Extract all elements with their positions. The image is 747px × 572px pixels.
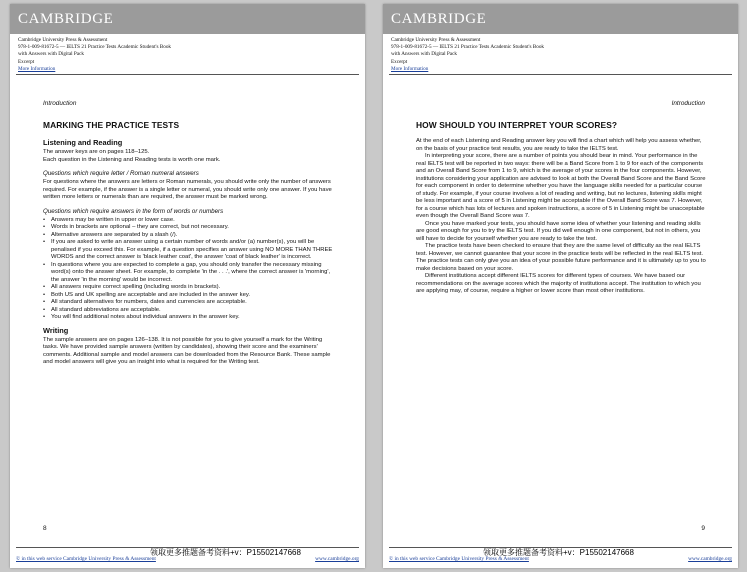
letter-answers-heading: Questions which require letter / Roman numeral answers [43,170,199,177]
writing-text: The sample answers are on pages 126–138. It is not possible for you to give yourself a mark for the Writing tasks. We have provided sample answers (written by candidates), showing their score and the examiners' comments. Additional sample and model answers can be downloaded from the Resource Bank. These sample and model answers will give you an insight into what is required for the Writing test. [43,336,331,365]
section-title: MARKING THE PRACTICE TESTS [43,120,180,130]
running-head: Introduction [43,100,77,107]
list-item: • All standard alternatives for numbers, dates and currencies are acceptable. [51,299,333,307]
header-divider [16,74,359,75]
publisher-name: Cambridge University Press & Assessment [391,37,481,43]
word-answers-heading: Questions which require answers in the form of words or numbers [43,207,224,215]
page-footer [16,556,359,562]
right-page-content [416,120,706,296]
brand-logo: CAMBRIDGE [391,11,487,27]
list-item: • Alternative answers are separated by a slash (/). [51,232,333,240]
watermark-text: 领取更多推题备考资料+v：P15502147668 [483,548,634,557]
website-link[interactable]: www.cambridge.org [688,556,732,562]
website-link[interactable]: www.cambridge.org [315,556,359,562]
list-item: • If you are asked to write an answer using a certain number of words and/or (a) number(s), you will be penalised if you exceed this. For example, if a question specifies an answer using NO MORE THAN THREE WORDS and the correct answer is 'black leather coat', the answer 'coat of black leather' is incorrect. [51,239,333,262]
list-item: • Words in brackets are optional – they are correct, but not necessary. [51,224,333,232]
paragraph: Once you have marked your tests, you should have some idea of whether your listening and reading skills are good enough for you to try the IELTS test. If you did well enough in one component, but not in others, you will have to decide for yourself whether you are ready to take the test. [416,220,701,242]
paragraph: In interpreting your score, there are a number of points you should bear in mind. Your performance in the real IELTS test will be reported in two ways: there will be a Band Score from 1 to 9 for each of the components and an Overall Band Score from 1 to 9, which is the average of your scores in the four components. However, institutions considering your application are advised to look at both the Overall Band Score and the Band Score for each component in order to determine whether you have the language skills needed for a particular course of study. For example, if your course involves a lot of reading and writing, but no lectures, listening skills might be less important and a score of 5 in Listening might be acceptable if the Overall Band Score was 7. However, for a course which has lots of lectures and spoken instructions, a score of 5 in Listening might be unacceptable even though the Overall Band Score was 7. [416,153,706,219]
copyright-link[interactable]: © in this web service Cambridge University Press & Assessment [389,556,529,562]
listening-reading-heading: Listening and Reading [43,138,123,147]
paragraph: At the end of each Listening and Reading answer key you will find a chart which will help you assess whether, on the basis of your practice test results, you are ready to take the IELTS test. [416,138,702,152]
marks-text: Each question in the Listening and Reading tests is worth one mark. [43,156,221,163]
copyright-link[interactable]: © in this web service Cambridge University Press & Assessment [16,556,156,562]
list-item: • All standard abbreviations are acceptable. [51,307,333,315]
excerpt-label: Excerpt [391,58,408,65]
book-metadata [391,37,544,73]
right-page [383,4,738,568]
section-title: HOW SHOULD YOU INTERPRET YOUR SCORES? [416,120,618,130]
list-item: • You will find additional notes about individual answers in the answer key. [51,314,333,322]
list-item: • Answers may be written in upper or lower case. [51,217,333,225]
publisher-banner [383,4,738,34]
more-information-link[interactable]: More Information [391,65,429,72]
edition-line: with Answers with Digital Pack [391,51,457,58]
book-metadata [18,37,171,73]
list-item: • Both US and UK spelling are acceptable and are included in the answer key. [51,292,333,300]
excerpt-label: Excerpt [18,58,35,65]
running-head: Introduction [671,100,705,107]
edition-line: with Answers with Digital Pack [18,51,84,58]
left-page-content [43,120,333,367]
watermark-text: 领取更多推题备考资料+v：P15502147668 [150,548,301,557]
letter-answers-text: For questions where the answers are letters or Roman numerals, you should write only the number of answers required. For example, if the answer is a single letter or numeral, you should write only one answer. If you have written more letters or numerals than are required, the answer must be marked wrong. [43,179,332,200]
isbn-line: 978-1-009-81672-5 — IELTS 21 Practice Tests Academic Student's Book [391,44,545,51]
answer-keys-text: The answer keys are on pages 118–125. [43,149,150,155]
more-information-link[interactable]: More Information [18,65,56,72]
paragraph: The practice tests have been checked to ensure that they are the same level of difficulty as the real IELTS test. However, we cannot guarantee that your score in the practice tests will be reflected in the real IELTS test. The practice tests can only give you an idea of your possible future performance and it is ultimately up to you to make decisions based on your score. [416,243,706,272]
list-item: • All answers require correct spelling (including words in brackets). [51,284,333,292]
header-divider [389,74,732,75]
brand-logo: CAMBRIDGE [18,11,114,27]
isbn-line: 978-1-009-81672-5 — IELTS 21 Practice Tests Academic Student's Book [18,44,172,51]
writing-heading: Writing [43,325,69,335]
marking-rules-list [43,217,333,322]
page-number: 9 [701,525,705,532]
page-footer [389,556,732,562]
list-item: • In questions where you are expected to complete a gap, you should only transfer the necessary missing word(s) onto the answer sheet. For example, to complete 'in the . . .', where the correct answer is 'morning', the answer 'in the morning' would be incorrect. [51,262,333,285]
publisher-banner [10,4,365,34]
paragraph: Different institutions accept different IELTS scores for different types of courses. We have based our recommendations on the average scores which the majority of institutions accept. The institution to which you are applying may, of course, require a higher or lower score than most other institutions. [416,273,701,294]
publisher-name: Cambridge University Press & Assessment [18,37,108,43]
page-number: 8 [43,525,47,532]
left-page [10,4,365,568]
